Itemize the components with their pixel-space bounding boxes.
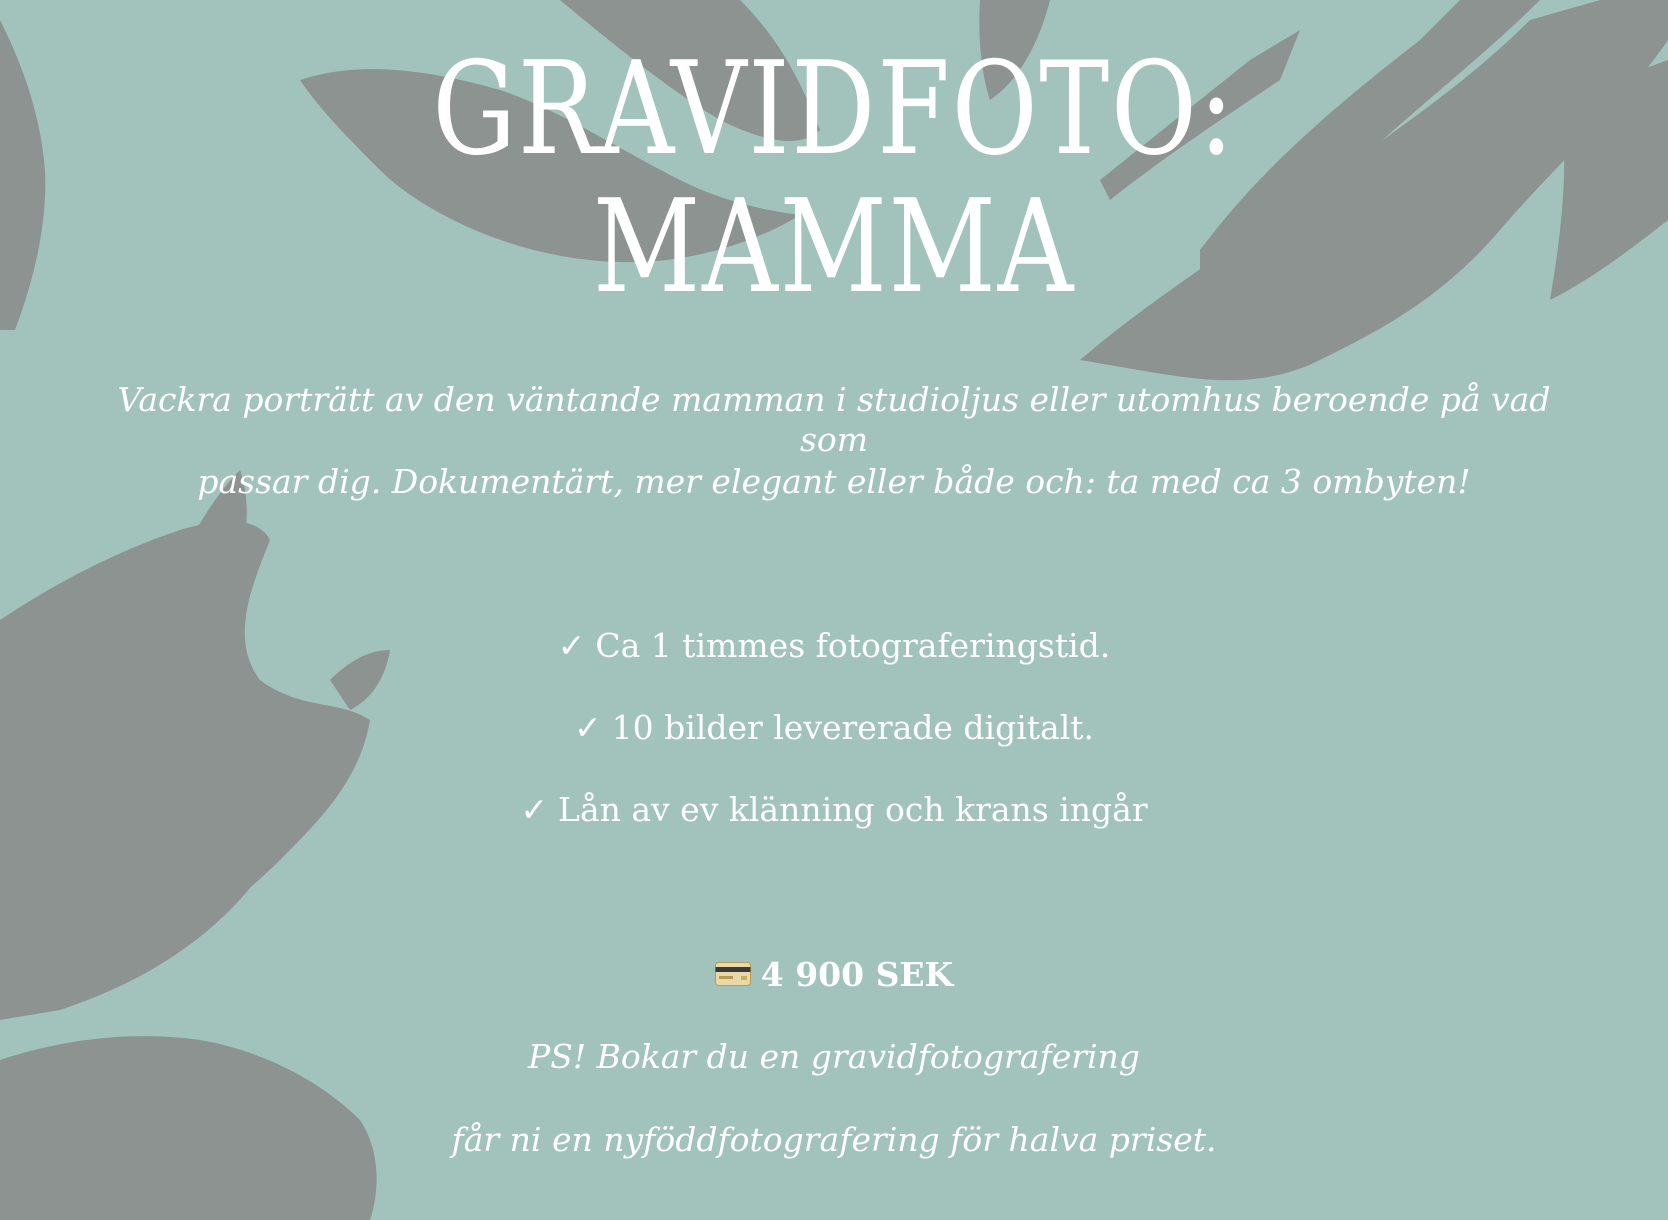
feature-item	[0, 790, 1668, 830]
page-title-line-2: MAMMA	[592, 173, 1076, 322]
price	[0, 955, 1668, 995]
feature-text: 10 bilder levererade digitalt.	[611, 708, 1095, 747]
feature-text: Lån av ev klänning och krans ingår	[558, 790, 1148, 829]
feature-item	[0, 626, 1668, 666]
feature-text: Ca 1 timmes fotograferingstid.	[595, 626, 1111, 665]
page-title-line-1: GRAVIDFOTO:	[432, 35, 1236, 184]
checkmark-icon: ✓	[557, 626, 586, 665]
checkmark-icon: ✓	[520, 790, 549, 829]
credit-card-icon	[715, 962, 751, 986]
ps-line-1: PS! Bokar du en gravidfotografering	[528, 1037, 1140, 1076]
description-line-2: passar dig. Dokumentärt, mer elegant eller både och: ta med ca 3 ombyten!	[197, 462, 1471, 501]
feature-item	[0, 708, 1668, 748]
checkmark-icon: ✓	[573, 708, 602, 747]
description-line-1: Vackra porträtt av den väntande mamman i studioljus eller utomhus beroende på vad som	[117, 380, 1551, 459]
price-text: 4 900 SEK	[760, 955, 954, 994]
ps-line-2: får ni en nyföddfotografering för halva priset.	[451, 1120, 1217, 1159]
